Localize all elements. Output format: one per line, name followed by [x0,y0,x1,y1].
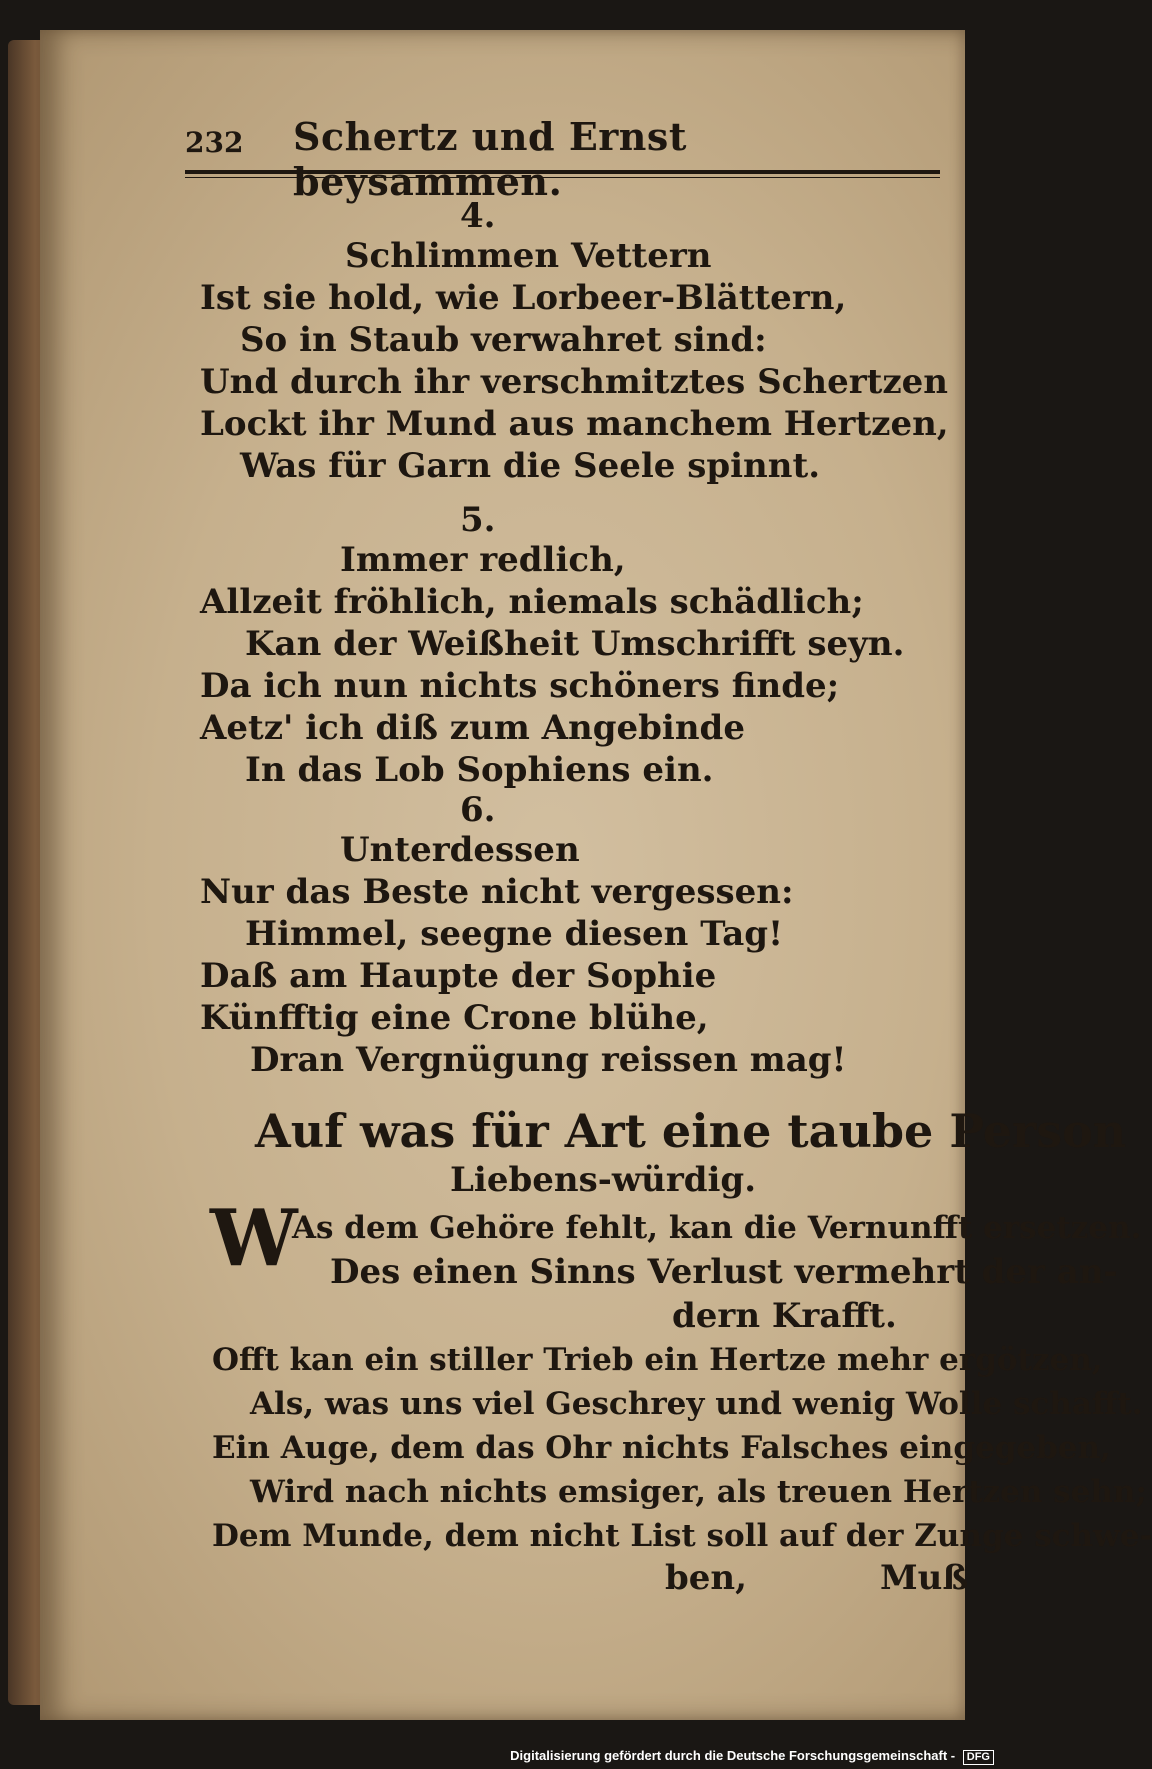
verse-line: Und durch ihr verschmitztes Schertzen [200,362,948,402]
verse-line: Kan der Weißheit Umschrifft seyn. [245,624,905,664]
verse-line: ben, [665,1558,747,1598]
verse-line: So in Staub verwahret sind: [240,320,767,360]
verse-line: Lockt ihr Mund aus manchem Hertzen, [200,404,949,444]
verse-line: Offt kan ein stiller Trieb ein Hertze mehr ergötzen, [212,1342,1103,1378]
verse-line: Unterdessen [340,830,580,870]
stanza-number: 5. [460,500,496,540]
verse-line: Dran Vergnügung reissen mag! [250,1040,847,1080]
drop-cap: W [210,1193,298,1284]
running-title: Schertz und Ernst beysammen. [293,114,687,204]
verse-line: Allzeit fröhlich, niemals schädlich; [200,582,864,622]
running-head [185,112,940,204]
verse-line: In das Lob Sophiens ein. [245,750,714,790]
catchword: Muß [880,1558,969,1598]
stanza-number: 4. [460,196,496,236]
dfg-logo: DFG [963,1750,994,1765]
poem-subtitle: Liebens-würdig. [450,1160,757,1200]
verse-line: Ein Auge, dem das Ohr nichts Falsches eingegeben, [212,1430,1111,1466]
verse-line: Nur das Beste nicht vergessen: [200,872,794,912]
verse-line: As dem Gehöre fehlt, kan die Vernunfft ersetzen. [292,1210,1142,1246]
verse-line: Immer redlich, [340,540,626,580]
verse-line: Künfftig eine Crone blühe, [200,998,709,1038]
verse-line: Des einen Sinns Verlust vermehrt der an- [330,1252,1118,1292]
verse-line: Aetz' ich diß zum Angebinde [200,708,745,748]
verse-line: Schlimmen Vettern [345,236,712,276]
verse-line: Da ich nun nichts schöners finde; [200,666,840,706]
verse-line: Daß am Haupte der Sophie [200,956,717,996]
poem-title: Auf was für Art eine taube Person [255,1104,1127,1158]
page-number: 232 [185,126,244,159]
verse-line: Als, was uns viel Geschrey und wenig Wolle schafft. [250,1386,1143,1422]
verse-line: Dem Munde, dem nicht List soll auf der Zunge schwe- [212,1518,1152,1554]
header-rule [185,170,940,178]
stanza-number: 6. [460,790,496,830]
verse-line: dern Krafft. [672,1296,897,1336]
verse-line: Himmel, seegne diesen Tag! [245,914,784,954]
credit-text: Digitalisierung gefördert durch die Deutsche Forschungsgemeinschaft - [510,1748,956,1763]
verse-line: Wird nach nichts emsiger, als treuen Hertzen sehn; [250,1474,1147,1510]
verse-line: Was für Garn die Seele spinnt. [240,446,821,486]
digitization-credit [510,1748,994,1765]
verse-line: Ist sie hold, wie Lorbeer-Blättern, [200,278,847,318]
